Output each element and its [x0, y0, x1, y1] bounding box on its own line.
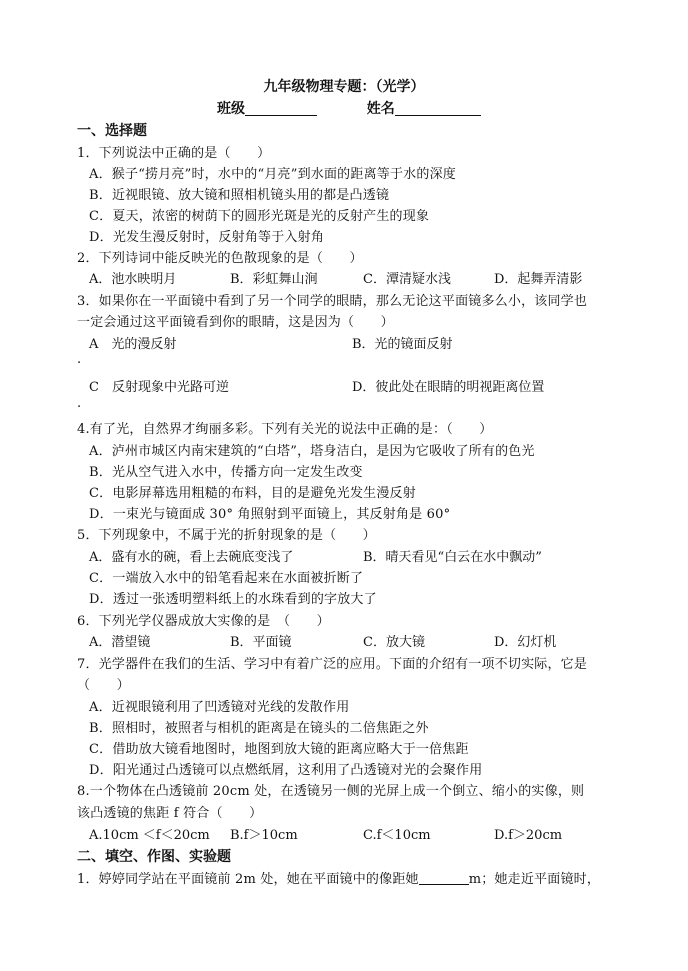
- name-label: 姓名: [366, 101, 395, 117]
- q1-option-d: D．光发生漫反射时，反射角等于入射角: [89, 230, 325, 245]
- q2-option-c: C．潭清疑水浅: [363, 272, 451, 287]
- class-name-line: [217, 98, 481, 118]
- worksheet-title: 九年级物理专题：（光学）: [263, 79, 425, 95]
- q1-option-a: A．猴子“捞月亮”时，水中的“月亮”到水面的距离等于水的深度: [89, 167, 456, 182]
- q5-option-b: B．晴天看见“白云在水中飘动”: [363, 550, 542, 565]
- q4-stem: 4.有了光，自然界才绚丽多彩。下列有关光的说法中正确的是：（ ）: [77, 422, 493, 437]
- q8-option-a: A.10cm ＜f＜20cm: [89, 828, 210, 843]
- q7-option-c: C．借助放大镜看地图时，地图到放大镜的距离应略大于一倍焦距: [89, 742, 469, 757]
- fill-q1: [77, 868, 600, 887]
- q5-option-c: C．一端放入水中的铅笔看起来在水面被折断了: [89, 571, 364, 586]
- q4-option-b: B．光从空气进入水中，传播方向一定发生改变: [89, 465, 363, 480]
- q8-option-b: B.f＞10cm: [230, 828, 298, 843]
- q3-option-c: C 反射现象中光路可逆: [89, 380, 229, 395]
- q4-option-c: C．电影屏幕选用粗糙的布料，目的是避免光发生漫反射: [89, 486, 416, 501]
- q2-option-b: B．彩虹舞山涧: [230, 272, 318, 287]
- q8-option-d: D.f＞20cm: [494, 828, 563, 843]
- q4-option-d: D．一束光与镜面成 30° 角照射到平面镜上，其反射角是 60°: [89, 507, 451, 522]
- q7-stem-line1: 7．光学器件在我们的生活、学习中有着广泛的应用。下面的介绍有一项不切实际，它是: [77, 657, 588, 672]
- q8-stem-line2: 该凸透镜的焦距 f 符合（ ）: [77, 806, 263, 821]
- q2-option-d: D．起舞弄清影: [494, 272, 583, 287]
- q3-option-a: A 光的漫反射: [89, 337, 177, 352]
- name-blank: [395, 101, 481, 116]
- q1-stem: 1．下列说法中正确的是（ ）: [77, 146, 271, 161]
- q3-dot-1: .: [77, 352, 82, 367]
- q6-option-b: B．平面镜: [230, 635, 292, 650]
- q7-option-d: D．阳光通过凸透镜可以点燃纸屑，这利用了凸透镜对光的会聚作用: [89, 763, 483, 778]
- q7-option-b: B．照相时，被照者与相机的距离是在镜头的二倍焦距之外: [89, 721, 429, 736]
- q1-option-c: C．夏天，浓密的树荫下的圆形光斑是光的反射产生的现象: [89, 209, 430, 224]
- q6-option-d: D．幻灯机: [494, 635, 557, 650]
- q1-option-b: B．近视眼镜、放大镜和照相机镜头用的都是凸透镜: [89, 188, 390, 203]
- section-fill-title: 二、填空、作图、实验题: [77, 849, 231, 865]
- q2-stem: 2．下列诗词中能反映光的色散现象的是（ ）: [77, 251, 363, 266]
- fill-q1-part2: m；她走近平面镜时，: [468, 872, 601, 887]
- q8-stem-line1: 8.一个物体在凸透镜前 20cm 处，在透镜另一侧的光屏上成一个倒立、缩小的实像，则: [77, 784, 585, 799]
- q6-stem: 6．下列光学仪器成放大实像的是 （ ）: [77, 614, 330, 629]
- section-choice-title: 一、选择题: [77, 123, 147, 139]
- q4-option-a: A．泸州市城区内南宋建筑的“白塔”，塔身洁白，是因为它吸收了所有的色光: [89, 444, 535, 459]
- fill-q1-blank: [419, 872, 469, 885]
- q5-stem: 5．下列现象中，不属于光的折射现象的是（ ）: [77, 528, 376, 543]
- q6-option-c: C．放大镜: [363, 635, 425, 650]
- q3-stem-line1: 3．如果你在一平面镜中看到了另一个同学的眼睛，那么无论这平面镜多么小，该同学也: [77, 294, 588, 309]
- q3-dot-2: .: [77, 396, 82, 411]
- q5-option-d: D．透过一张透明塑料纸上的水珠看到的字放大了: [89, 592, 377, 607]
- q8-option-c: C.f＜10cm: [363, 828, 431, 843]
- fill-q1-part1: 1．婷婷同学站在平面镜前 2m 处，她在平面镜中的像距她: [77, 872, 419, 887]
- q5-option-a: A．盛有水的碗，看上去碗底变浅了: [89, 550, 294, 565]
- class-blank: [245, 101, 317, 116]
- q3-stem-line2: 一定会通过这平面镜看到你的眼睛，这是因为（ ）: [77, 315, 394, 330]
- q3-option-d: D．彼此处在眼睛的明视距离位置: [352, 380, 545, 395]
- class-label: 班级: [217, 101, 245, 117]
- q2-option-a: A．池水映明月: [89, 272, 177, 287]
- q7-stem-line2: （ ）: [77, 678, 130, 693]
- q3-option-b: B．光的镜面反射: [352, 337, 453, 352]
- q6-option-a: A．潜望镜: [89, 635, 151, 650]
- q7-option-a: A．近视眼镜利用了凹透镜对光线的发散作用: [89, 700, 350, 715]
